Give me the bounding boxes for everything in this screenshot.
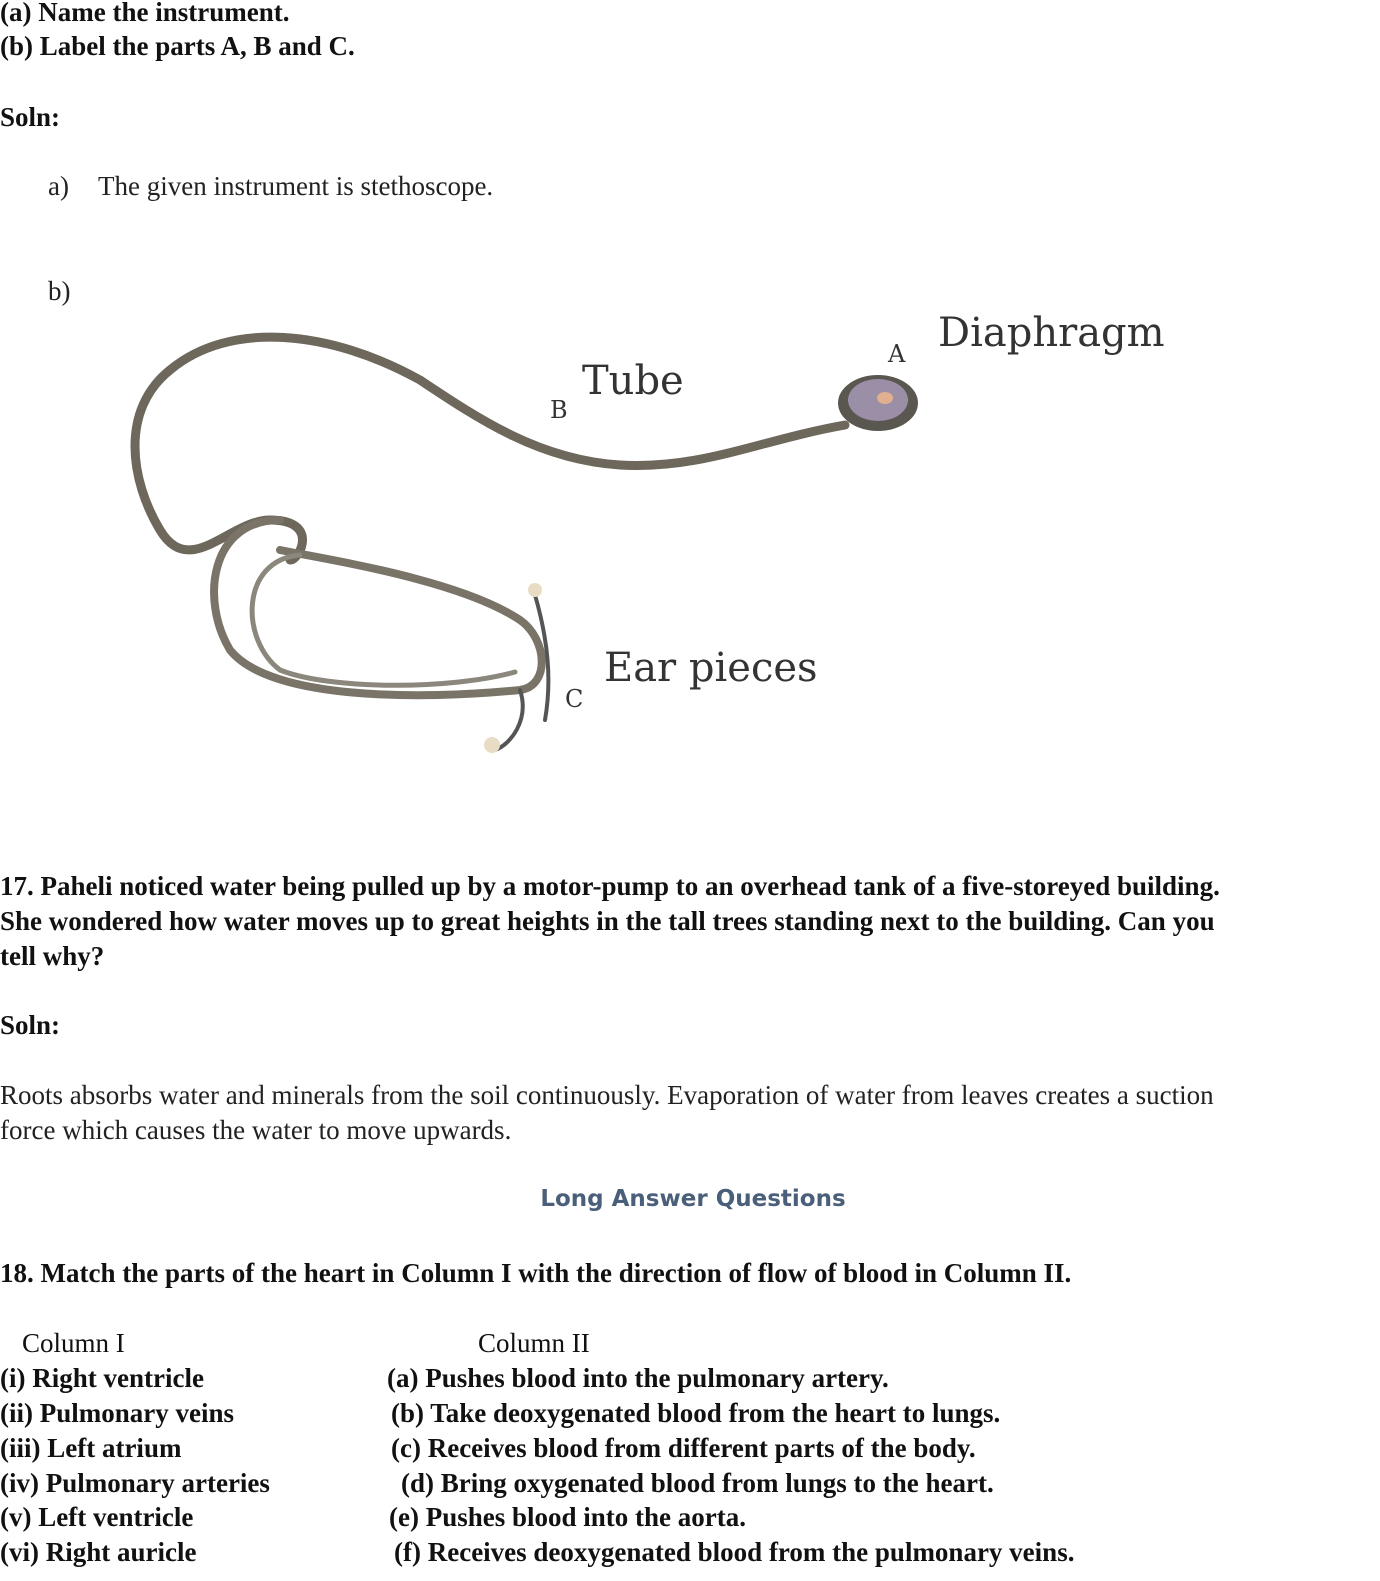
col1-item: (i) Right ventricle [0, 1363, 204, 1393]
section-heading: Long Answer Questions [540, 1186, 846, 1212]
col2-item: (a) Pushes blood into the pulmonary artery. [387, 1363, 889, 1393]
answer-a-marker: a) [48, 171, 69, 201]
q17-answer-line-2: force which causes the water to move upwards. [0, 1115, 512, 1145]
ear-piece-bottom-tip [484, 737, 500, 753]
q17-soln-label: Soln: [0, 1010, 61, 1040]
ear-piece-top-tip [528, 583, 542, 597]
col2-item: (f) Receives deoxygenated blood from the pulmonary veins. [394, 1537, 1075, 1567]
ear-piece-arm-bottom [495, 690, 523, 750]
label-letter-c: C [565, 685, 584, 713]
q17-answer-line-1: Roots absorbs water and minerals from the soil continuously. Evaporation of water from leaves creates a suction [0, 1080, 1214, 1110]
column-2-header: Column II [478, 1328, 590, 1358]
col2-item: (e) Pushes blood into the aorta. [389, 1502, 746, 1532]
q17-line-1: 17. Paheli noticed water being pulled up by a motor-pump to an overhead tank of a five-storeyed building. [0, 871, 1220, 901]
col1-item: (v) Left ventricle [0, 1502, 194, 1532]
label-ear-pieces: Ear pieces [604, 645, 818, 691]
col2-item: (c) Receives blood from different parts of the body. [391, 1433, 976, 1463]
col1-item: (ii) Pulmonary veins [0, 1398, 234, 1428]
q18-question: 18. Match the parts of the heart in Column I with the direction of flow of blood in Column II. [0, 1258, 1072, 1288]
col2-item: (b) Take deoxygenated blood from the heart to lungs. [391, 1398, 1001, 1428]
soln-label: Soln: [0, 102, 61, 132]
col2-item: (d) Bring oxygenated blood from lungs to the heart. [401, 1468, 994, 1498]
col1-item: (iii) Left atrium [0, 1433, 182, 1463]
q17-line-3: tell why? [0, 941, 105, 971]
label-letter-b: B [550, 396, 568, 424]
label-tube: Tube [582, 358, 684, 404]
ear-tube-outer [214, 520, 542, 695]
question-a: (a) Name the instrument. [0, 0, 290, 27]
column-1-header: Column I [22, 1328, 125, 1358]
label-diaphragm: Diaphragm [938, 310, 1165, 356]
col1-item: (iv) Pulmonary arteries [0, 1468, 270, 1498]
col1-item: (vi) Right auricle [0, 1537, 197, 1567]
question-b: (b) Label the parts A, B and C. [0, 31, 355, 61]
q17-line-2: She wondered how water moves up to great heights in the tall trees standing next to the building. Can you [0, 906, 1215, 936]
answer-a-text: The given instrument is stethoscope. [98, 171, 494, 201]
answer-b-marker: b) [48, 276, 71, 306]
label-letter-a: A [888, 340, 906, 368]
